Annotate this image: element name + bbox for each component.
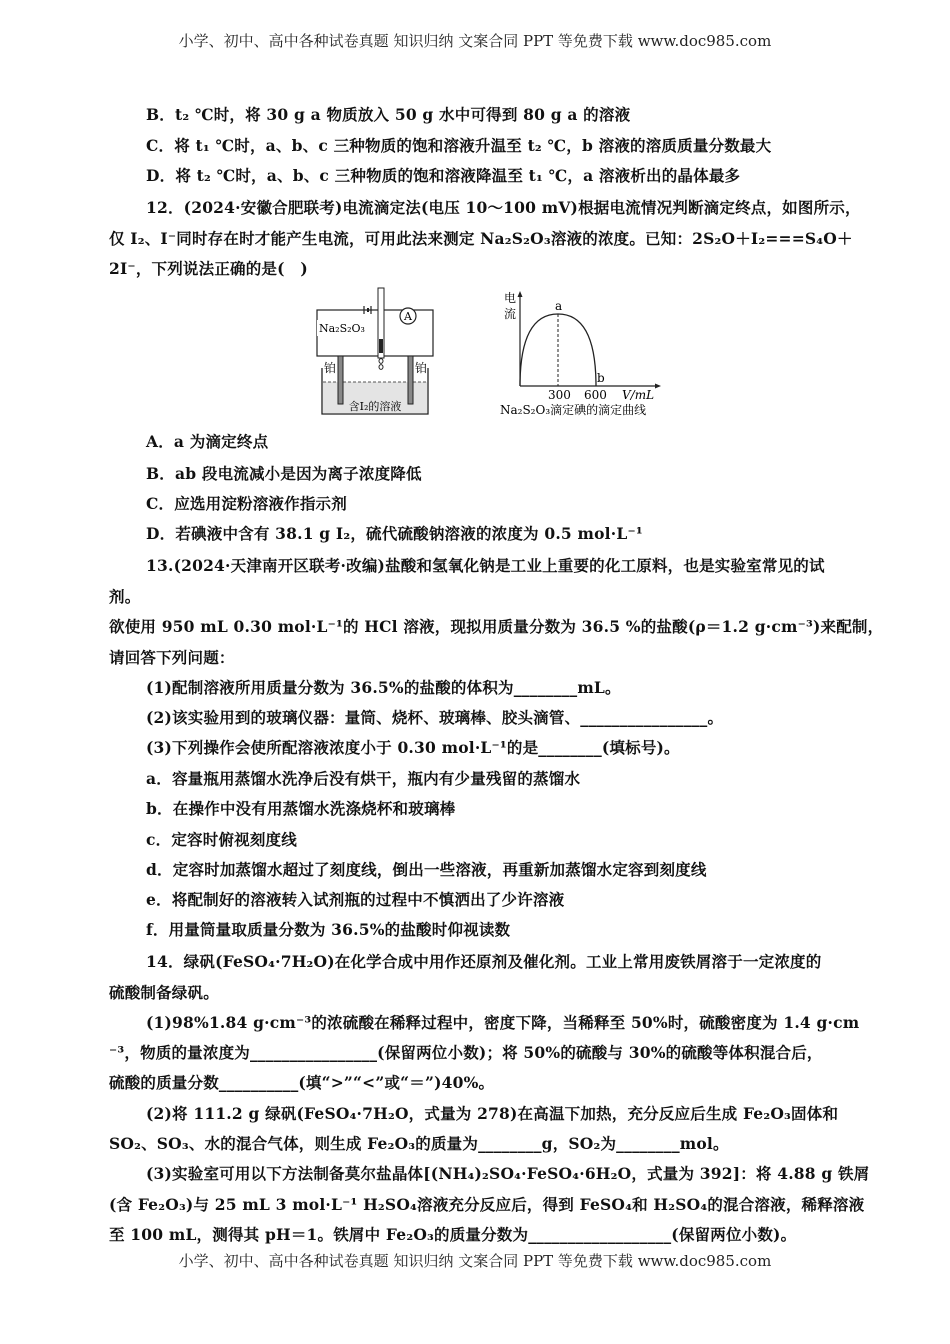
text-line: (2)该实验用到的玻璃仪器：量筒、烧杯、玻璃棒、胶头滴管、________________。 bbox=[146, 708, 724, 727]
text-line: (含 Fe₂O₃)与 25 mL 3 mol·L⁻¹ H₂SO₄溶液充分反应后，得到 FeSO₄和 H₂SO₄的混合溶液，稀释溶液 bbox=[109, 1195, 865, 1214]
text-line: SO₂、SO₃、水的混合气体，则生成 Fe₂O₃的质量为________g，SO₂为________mol。 bbox=[109, 1134, 729, 1153]
text-line: 欲使用 950 mL 0.30 mol·L⁻¹的 HCl 溶液，现拟用质量分数为 36.5 %的盐酸(ρ＝1.2 g·cm⁻³)来配制， bbox=[109, 617, 884, 636]
text-line: 硫酸的质量分数__________(填“>”“<”或“＝”)40%。 bbox=[109, 1073, 495, 1092]
text-line: (3)下列操作会使所配溶液浓度小于 0.30 mol·L⁻¹的是________(填标号)。 bbox=[146, 738, 680, 757]
text-line: 剂。 bbox=[109, 587, 141, 606]
text-line: 12．(2024·安徽合肥联考)电流滴定法(电压 10～100 mV)根据电流情况判断滴定终点，如图所示， bbox=[146, 198, 861, 217]
text-line: D．若碘液中含有 38.1 g I₂，硫代硫酸钠溶液的浓度为 0.5 mol·L⁻¹ bbox=[146, 524, 643, 543]
text-line: (1)98%1.84 g·cm⁻³的浓硫酸在稀释过程中，密度下降，当稀释至 50%时，硫酸密度为 1.4 g·cm bbox=[146, 1013, 860, 1032]
text-line: (2)将 111.2 g 绿矾(FeSO₄·7H₂O，式量为 278)在高温下加热，充分反应后生成 Fe₂O₃固体和 bbox=[146, 1104, 839, 1123]
text-line: e．将配制好的溶液转入试剂瓶的过程中不慎洒出了少许溶液 bbox=[146, 890, 565, 909]
page-footer: 小学、初中、高中各种试卷真题 知识归纳 文案合同 PPT 等免费下载 www.doc985.com bbox=[178, 1252, 772, 1270]
y-axis-label-1: 电 bbox=[504, 291, 517, 305]
text-line: d．定容时加蒸馏水超过了刻度线，倒出一些溶液，再重新加蒸馏水定容到刻度线 bbox=[146, 860, 707, 879]
text-line: 仅 I₂、I⁻同时存在时才能产生电流，可用此法来测定 Na₂S₂O₃溶液的浓度。已知：2S₂O＋I₂===S₄O＋ bbox=[109, 229, 853, 248]
text-line: 13.(2024·天津南开区联考·改编)盐酸和氢氧化钠是工业上重要的化工原料，也是实验室常见的试 bbox=[146, 556, 825, 575]
electrode-left-label: 铂 bbox=[324, 361, 337, 375]
text-line: ⁻³，物质的量浓度为________________(保留两位小数)；将 50%的硫酸与 30%的硫酸等体积混合后， bbox=[109, 1043, 823, 1062]
text-line: 至 100 mL，测得其 pH＝1。铁屑中 Fe₂O₃的质量分数为__________________(保留两位小数)。 bbox=[109, 1225, 797, 1244]
page-header: 小学、初中、高中各种试卷真题 知识归纳 文案合同 PPT 等免费下载 www.doc985.com bbox=[178, 32, 772, 50]
tick-300: 300 bbox=[548, 388, 571, 402]
text-line: C．应选用淀粉溶液作指示剂 bbox=[146, 494, 347, 513]
ammeter-label: A bbox=[404, 310, 412, 323]
text-line: (3)实验室可用以下方法制备莫尔盐晶体[(NH₄)₂SO₄·FeSO₄·6H₂O，式量为 392]：将 4.88 g 铁屑 bbox=[146, 1164, 870, 1183]
tick-600: 600 bbox=[584, 388, 607, 402]
solution-label: 含I₂的溶液 bbox=[348, 400, 402, 413]
text-line: 请回答下列问题： bbox=[109, 648, 235, 667]
text-line: f．用量筒量取质量分数为 36.5%的盐酸时仰视读数 bbox=[146, 920, 511, 939]
titration-curve-figure bbox=[498, 286, 676, 420]
text-line: A．a 为滴定终点 bbox=[146, 432, 269, 451]
text-line: a．容量瓶用蒸馏水洗净后没有烘干，瓶内有少量残留的蒸馏水 bbox=[146, 769, 581, 788]
text-line: (1)配制溶液所用质量分数为 36.5%的盐酸的体积为________mL。 bbox=[146, 678, 621, 697]
point-b-label: b bbox=[597, 371, 605, 385]
x-axis-label: V/mL bbox=[622, 388, 655, 402]
text-line: 硫酸制备绿矾。 bbox=[109, 983, 219, 1002]
text-line: D．将 t₂ ℃时，a、b、c 三种物质的饱和溶液降温至 t₁ ℃，a 溶液析出的晶体最多 bbox=[146, 166, 741, 185]
curve-caption: Na₂S₂O₃滴定碘的滴定曲线 bbox=[500, 403, 647, 417]
solute-label: Na₂S₂O₃ bbox=[319, 322, 365, 335]
electrode-right-label: 铂 bbox=[415, 361, 428, 375]
y-axis-label-2: 流 bbox=[504, 307, 517, 321]
text-line: B．ab 段电流减小是因为离子浓度降低 bbox=[146, 464, 422, 483]
text-line: c．定容时俯视刻度线 bbox=[146, 830, 297, 849]
text-line: C．将 t₁ ℃时，a、b、c 三种物质的饱和溶液升温至 t₂ ℃，b 溶液的溶质质量分数最大 bbox=[146, 136, 772, 155]
text-line: B．t₂ ℃时，将 30 g a 物质放入 50 g 水中可得到 80 g a 的溶液 bbox=[146, 105, 631, 124]
point-a-label: a bbox=[555, 299, 563, 313]
text-line: 14．绿矾(FeSO₄·7H₂O)在化学合成中用作还原剂及催化剂。工业上常用废铁屑溶于一定浓度的 bbox=[146, 952, 822, 971]
text-line: 2I⁻，下列说法正确的是( ) bbox=[109, 259, 308, 278]
titration-apparatus-figure bbox=[316, 284, 436, 418]
text-line: b．在操作中没有用蒸馏水洗涤烧杯和玻璃棒 bbox=[146, 799, 456, 818]
